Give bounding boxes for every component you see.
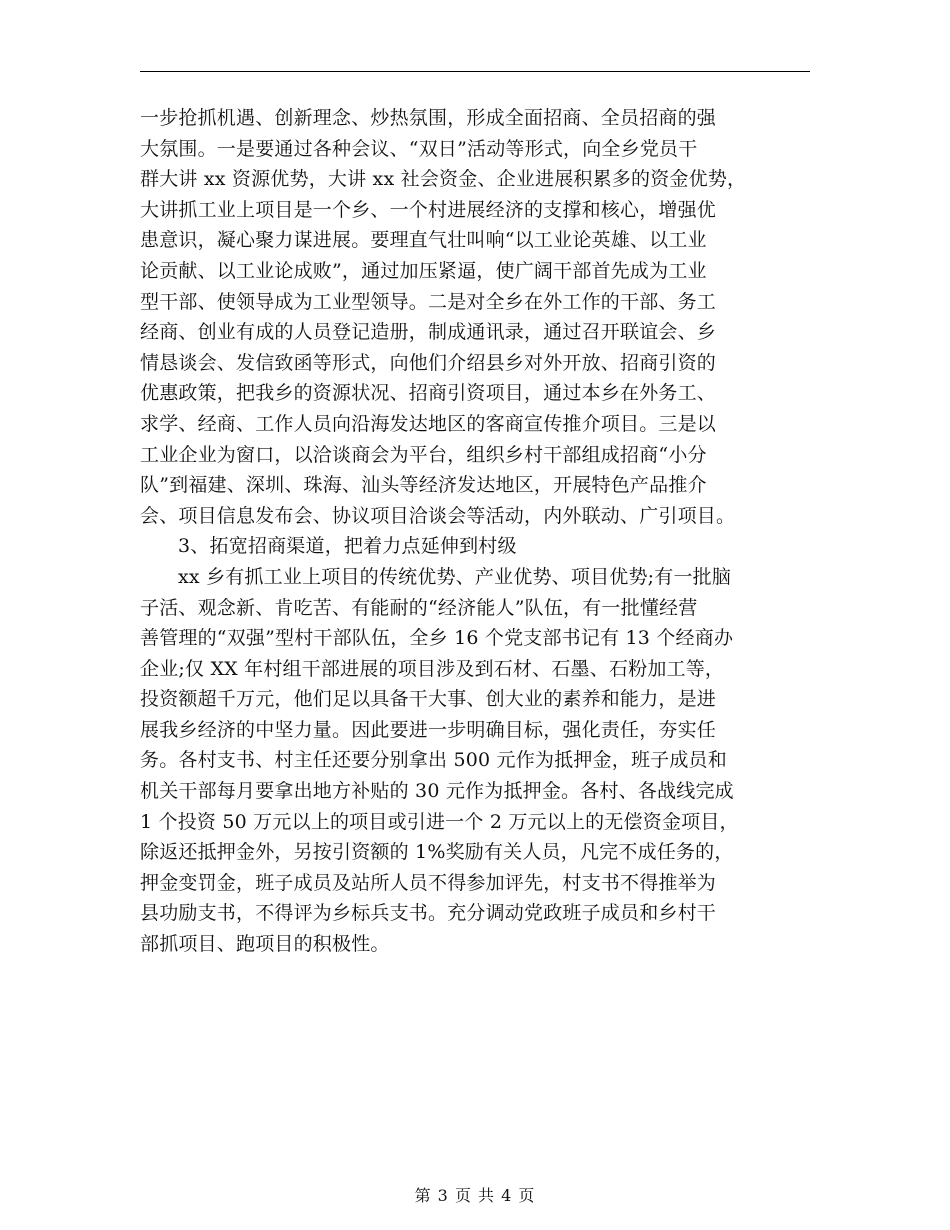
paragraph-line: 一步抢抓机遇、创新理念、炒热氛围，形成全面招商、全员招商的强	[140, 107, 717, 129]
document-body	[140, 103, 815, 960]
paragraph-line: 子活、观念新、肯吃苦、有能耐的“经济能人”队伍，有一批懂经营	[140, 596, 698, 619]
paragraph-line: 大氛围。一是要通过各种会议、“双日”活动等形式，向全乡党员干	[140, 137, 698, 160]
paragraph-line: 机关干部每月要拿出地方补贴的 30 元作为抵押金。各村、各战线完成	[140, 780, 734, 803]
paragraph-line: 优惠政策，把我乡的资源状况、招商引资项目，通过本乡在外务工、	[140, 382, 717, 405]
paragraph-line-indented: xx 乡有抓工业上项目的传统优势、产业优势、项目优势;有一批脑	[178, 565, 732, 588]
paragraph-line: 部抓项目、跑项目的积极性。	[140, 933, 390, 956]
paragraph-line: 企业;仅 XX 年村组干部进展的项目涉及到石材、石墨、石粉加工等，	[140, 657, 725, 680]
paragraph-line: 经商、创业有成的人员登记造册，制成通讯录，通过召开联谊会、乡	[140, 321, 717, 344]
paragraph-line: 群大讲 xx 资源优势，大讲 xx 社会资金、企业进展积累多的资金优势，	[140, 168, 747, 191]
header-rule	[140, 71, 810, 72]
paragraph-line: 论贡献、以工业论成败”，通过加压紧逼，使广阔干部首先成为工业	[140, 259, 707, 282]
paragraph-line: 型干部、使领导成为工业型领导。二是对全乡在外工作的干部、务工	[140, 290, 717, 313]
paragraph-line: 情恳谈会、发信致函等形式，向他们介绍县乡对外开放、招商引资的	[140, 351, 717, 374]
paragraph-line: 县功励支书，不得评为乡标兵支书。充分调动党政班子成员和乡村干	[140, 902, 717, 925]
page-number: 第 3 页 共 4 页	[414, 1186, 536, 1205]
paragraph-line: 除返还抵押金外，另按引资额的 1%奖励有关人员，凡完不成任务的，	[140, 841, 734, 864]
paragraph-line: 会、项目信息发布会、协议项目洽谈会等活动，内外联动、广引项目。	[140, 504, 736, 527]
paragraph-line: 展我乡经济的中坚力量。因此要进一步明确目标，强化责任，夯实任	[140, 718, 717, 741]
paragraph-line: 善管理的“双强”型村干部队伍，全乡 16 个党支部书记有 13 个经商办	[140, 627, 734, 650]
paragraph-line: 求学、经商、工作人员向沿海发达地区的客商宣传推介项目。三是以	[140, 412, 717, 435]
paragraph-line: 患意识，凝心聚力谋进展。要理直气壮叫响“以工业论英雄、以工业	[140, 229, 707, 252]
paragraph-line: 大讲抓工业上项目是一个乡、一个村进展经济的支撑和核心，增强优	[140, 198, 717, 221]
paragraph-line: 投资额超千万元，他们足以具备干大事、创大业的素养和能力，是进	[140, 688, 717, 711]
paragraph-line: 押金变罚金，班子成员及站所人员不得参加评先，村支书不得推举为	[140, 871, 717, 894]
paragraph-line: 工业企业为窗口，以洽谈商会为平台，组织乡村干部组成招商“小分	[140, 443, 707, 466]
paragraph-line: 务。各村支书、村主任还要分别拿出 500 元作为抵押金，班子成员和	[140, 749, 727, 772]
paragraph-line: 队”到福建、深圳、珠海、汕头等经济发达地区，开展特色产品推介	[140, 474, 707, 497]
paragraph-line-indented: 3、拓宽招商渠道，把着力点延伸到村级	[178, 535, 517, 558]
paragraph-line: 1 个投资 50 万元以上的项目或引进一个 2 万元以上的无偿资金项目，	[140, 810, 739, 833]
